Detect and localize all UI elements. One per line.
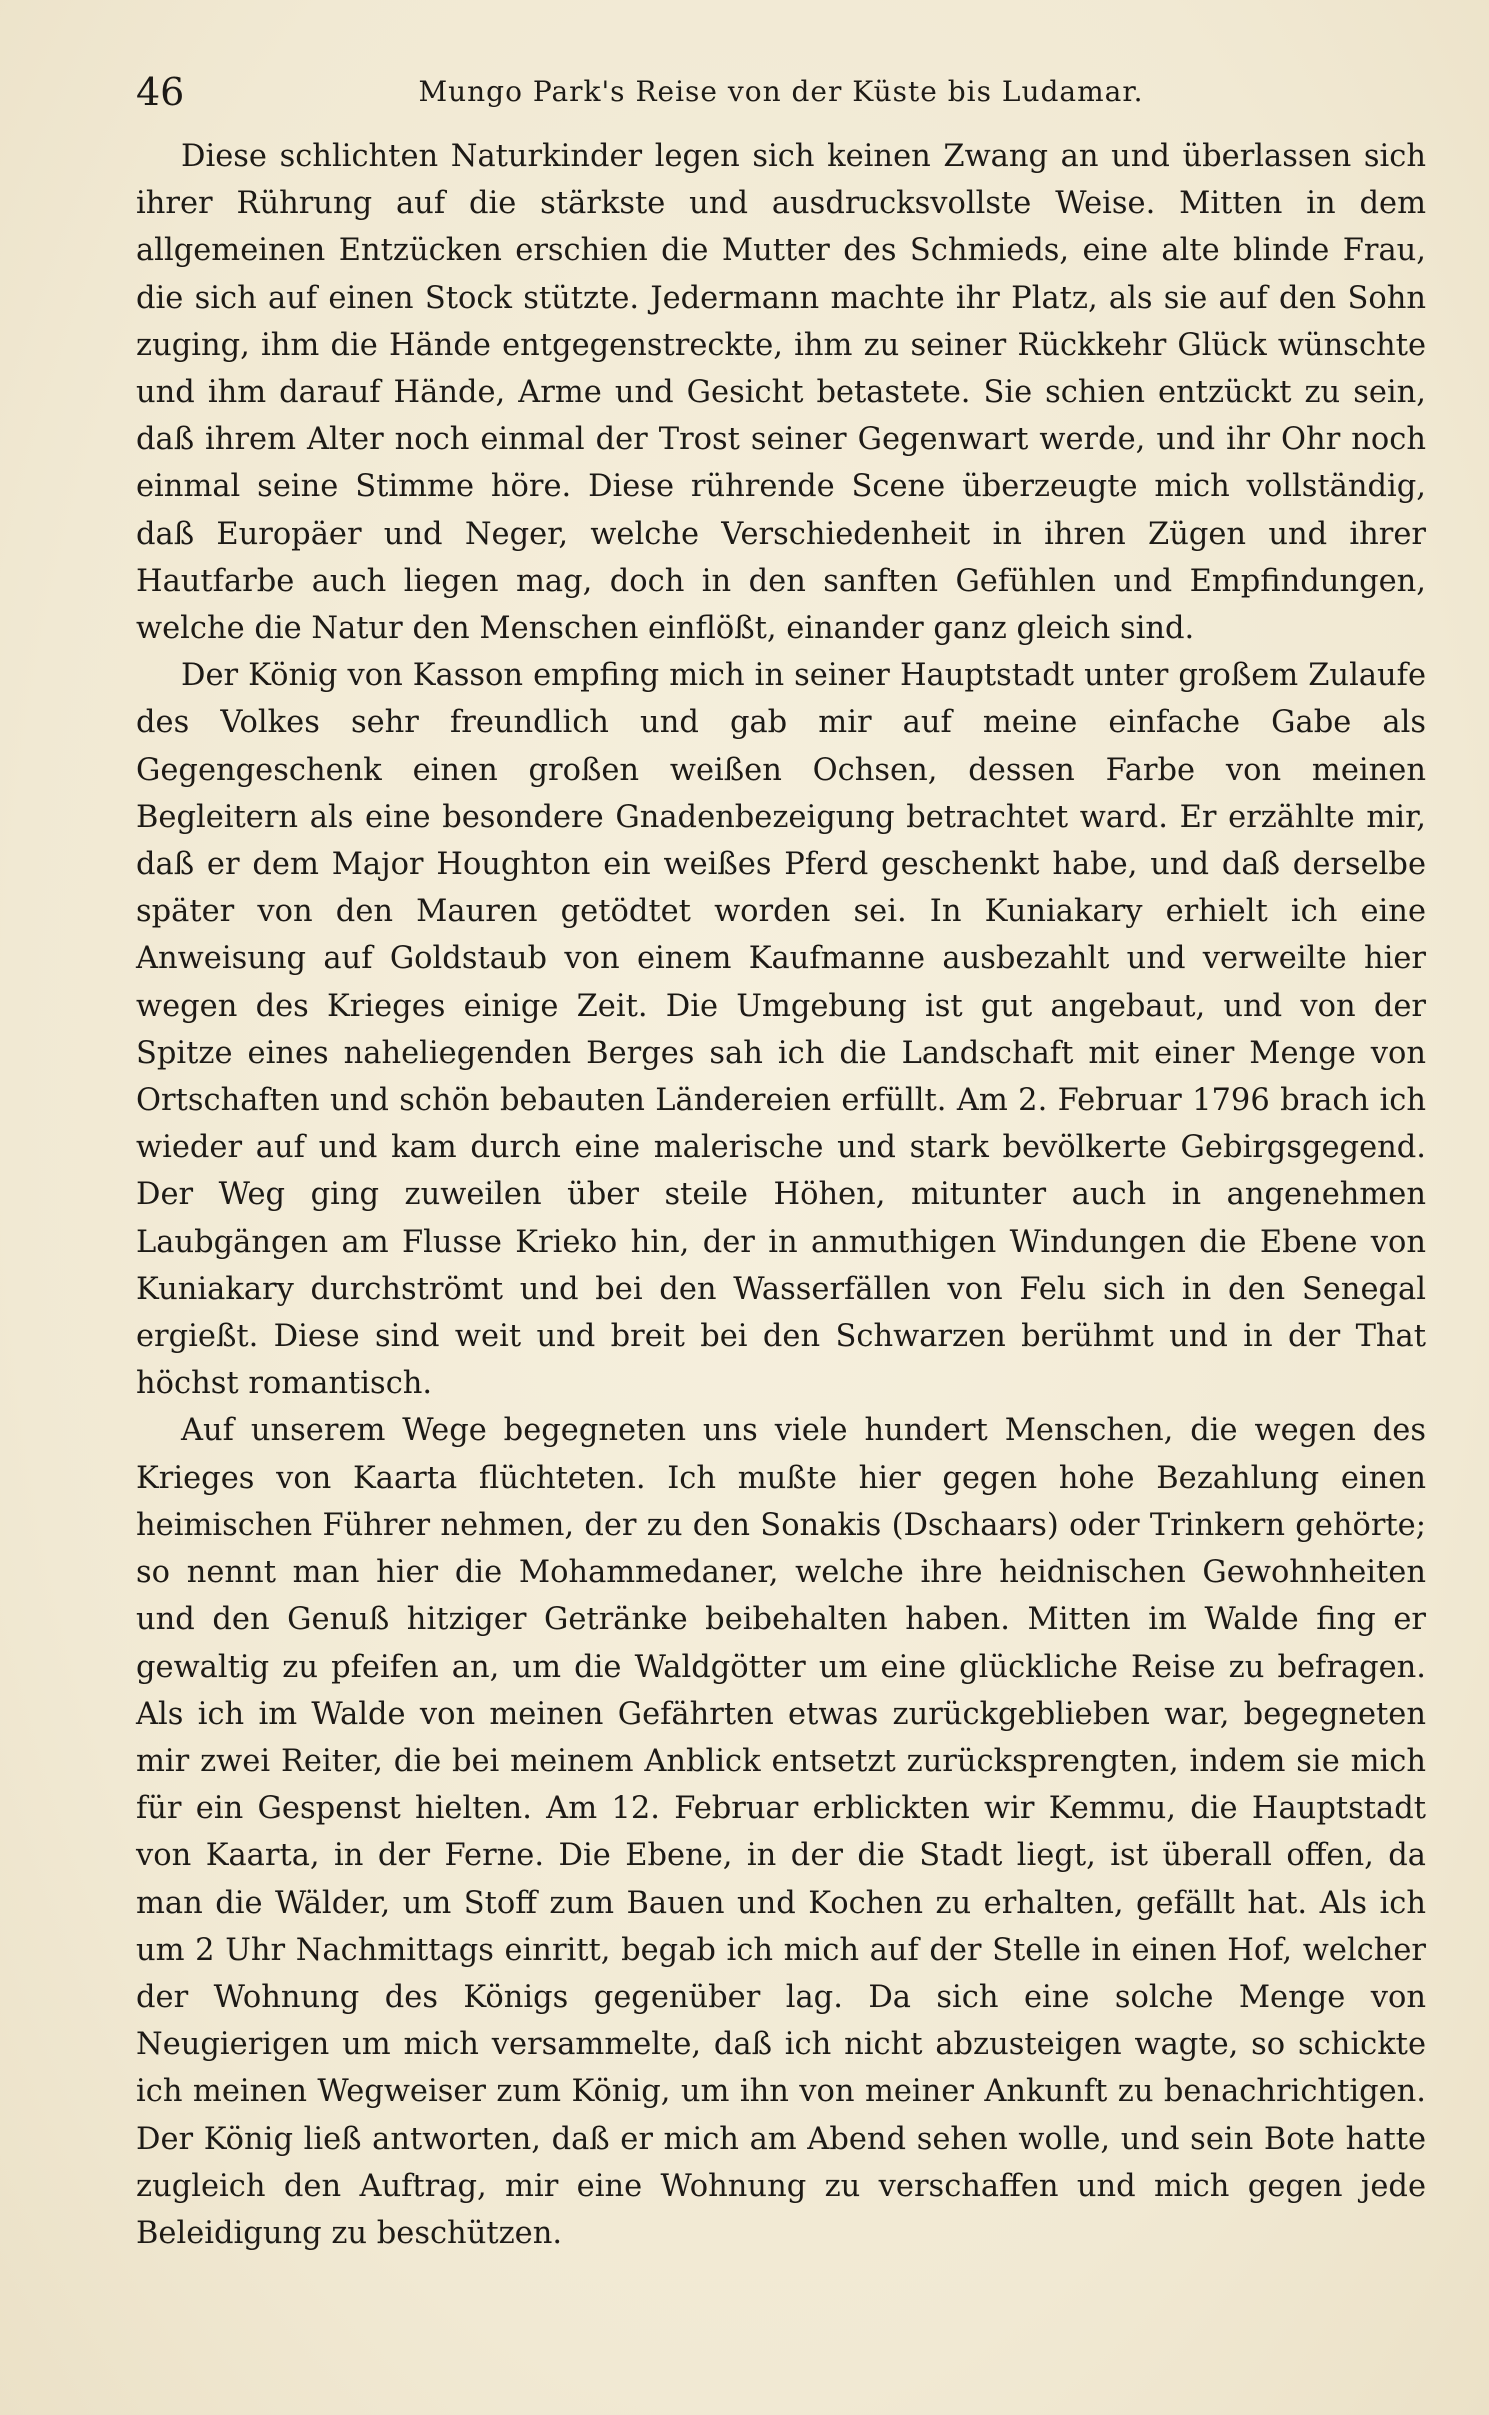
running-title: Mungo Park's Reise von der Küste bis Ludamar. bbox=[418, 75, 1144, 108]
body-text bbox=[136, 133, 1426, 2257]
page-header bbox=[136, 62, 1426, 122]
page-number: 46 bbox=[136, 70, 185, 114]
paragraph-2: Der König von Kasson empfing mich in seiner Hauptstadt unter großem Zulaufe des Volkes sehr freundlich und gab mir auf meine einfache Gabe als Gegengeschenk einen großen weißen Ochsen, dessen Farbe von meinen Begleitern als eine besondere Gnadenbezeigung betrachtet ward. Er erzählte mir, daß er dem Major Houghton ein weißes Pferd geschenkt habe, und daß derselbe später von den Mauren getödtet worden sei. In Kuniakary erhielt ich eine Anweisung auf Goldstaub von einem Kaufmanne ausbezahlt und verweilte hier wegen des Krieges einige Zeit. Die Umgebung ist gut angebaut, und von der Spitze eines naheliegenden Berges sah ich die Landschaft mit einer Menge von Ortschaften und schön bebauten Ländereien erfüllt. Am 2. Februar 1796 brach ich wieder auf und kam durch eine malerische und stark bevölkerte Gebirgsgegend. Der Weg ging zuweilen über steile Höhen, mitunter auch in angenehmen Laubgängen am Flusse Krieko hin, der in anmuthigen Windungen die Ebene von Kuniakary durchströmt und bei den Wasserfällen von Felu sich in den Senegal ergießt. Diese sind weit und breit bei den Schwarzen berühmt und in der That höchst romantisch. bbox=[136, 658, 1426, 1402]
paragraph-1: Diese schlichten Naturkinder legen sich keinen Zwang an und überlassen sich ihrer Rührung auf die stärkste und ausdrucksvollste Weise. Mitten in dem allgemeinen Entzücken erschien die Mutter des Schmieds, eine alte blinde Frau, die sich auf einen Stock stützte. Jedermann machte ihr Platz, als sie auf den Sohn zuging, ihm die Hände entgegenstreckte, ihm zu seiner Rückkehr Glück wünschte und ihm darauf Hände, Arme und Gesicht betastete. Sie schien entzückt zu sein, daß ihrem Alter noch einmal der Trost seiner Gegenwart werde, und ihr Ohr noch einmal seine Stimme höre. Diese rührende Scene überzeugte mich vollständig, daß Europäer und Neger, welche Verschiedenheit in ihren Zügen und ihrer Hautfarbe auch liegen mag, doch in den sanften Gefühlen und Empfindungen, welche die Natur den Menschen einflößt, einander ganz gleich sind. bbox=[136, 139, 1426, 647]
paragraph-3: Auf unserem Wege begegneten uns viele hundert Menschen, die wegen des Krieges von Kaarta flüchteten. Ich mußte hier gegen hohe Bezahlung einen heimischen Führer nehmen, der zu den Sonakis (Dschaars) oder Trinkern gehörte; so nennt man hier die Mohammedaner, welche ihre heidnischen Gewohnheiten und den Genuß hitziger Getränke beibehalten haben. Mitten im Walde fing er gewaltig zu pfeifen an, um die Waldgötter um eine glückliche Reise zu befragen. Als ich im Walde von meinen Gefährten etwas zurückgeblieben war, begegneten mir zwei Reiter, die bei meinem Anblick entsetzt zurücksprengten, indem sie mich für ein Gespenst hielten. Am 12. Februar erblickten wir Kemmu, die Hauptstadt von Kaarta, in der Ferne. Die Ebene, in der die Stadt liegt, ist überall offen, da man die Wälder, um Stoff zum Bauen und Kochen zu erhalten, gefällt hat. Als ich um 2 Uhr Nachmittags einritt, begab ich mich auf der Stelle in einen Hof, welcher der Wohnung des Königs gegenüber lag. Da sich eine solche Menge von Neugierigen um mich versammelte, daß ich nicht abzusteigen wagte, so schickte ich meinen Wegweiser zum König, um ihn von meiner Ankunft zu benachrichtigen. Der König ließ antworten, daß er mich am Abend sehen wolle, und sein Bote hatte zugleich den Auftrag, mir eine Wohnung zu verschaffen und mich gegen jede Beleidigung zu beschützen. bbox=[136, 1413, 1426, 2251]
